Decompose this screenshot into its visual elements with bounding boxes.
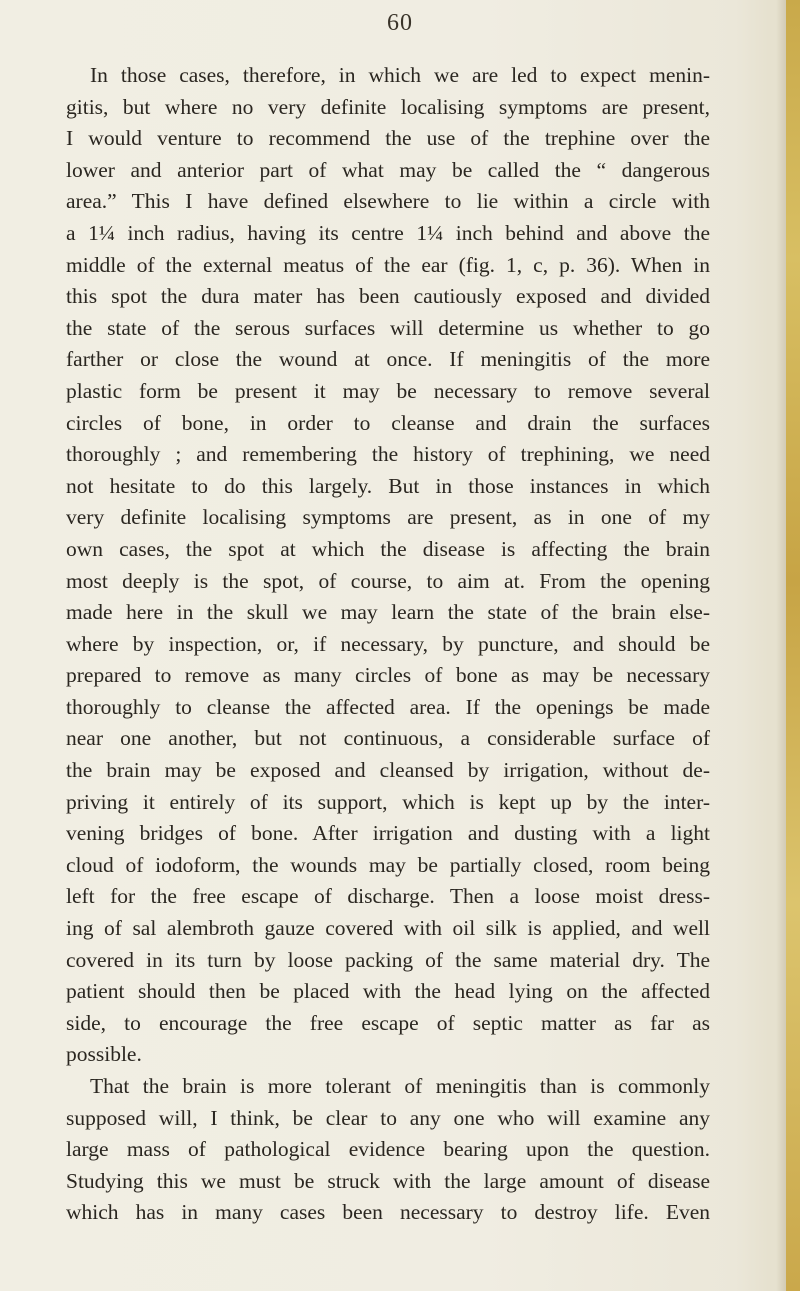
text-line: farther or close the wound at once. If meningitis of the more: [66, 347, 710, 372]
text-line: where by inspection, or, if necessary, by puncture, and should be: [66, 631, 710, 656]
text-line: thoroughly ; and remembering the history of trephining, we need: [66, 442, 710, 467]
text-line: near one another, but not continuous, a considerable surface of: [66, 726, 710, 751]
text-line: side, to encourage the free escape of septic matter as far as: [66, 1010, 710, 1035]
text-line: the brain may be exposed and cleansed by irrigation, without de-: [66, 758, 710, 783]
text-line: That the brain is more tolerant of meningitis than is commonly: [90, 1074, 710, 1098]
text-line: I would venture to recommend the use of the trephine over the: [66, 126, 710, 151]
text-line: a 1¼ inch radius, having its centre 1¼ inch behind and above the: [66, 220, 710, 245]
page-edge-strip: [786, 0, 800, 1291]
text-line: which has in many cases been necessary to destroy life. Even: [66, 1200, 710, 1225]
text-line: middle of the external meatus of the ear (fig. 1, c, p. 36). When in: [66, 252, 710, 277]
text-line: the state of the serous surfaces will determine us whether to go: [66, 315, 710, 340]
text-line: supposed will, I think, be clear to any one who will examine any: [66, 1105, 710, 1130]
text-line: area.” This I have defined elsewhere to lie within a circle with: [66, 189, 710, 214]
text-line: prepared to remove as many circles of bone as may be necessary: [66, 663, 710, 688]
text-line: In those cases, therefore, in which we are led to expect menin-: [90, 63, 710, 87]
text-line: thoroughly to cleanse the affected area. If the openings be made: [66, 694, 710, 719]
text-line: this spot the dura mater has been cautiously exposed and divided: [66, 284, 710, 309]
text-line: left for the free escape of discharge. Then a loose moist dress-: [66, 884, 710, 909]
page-number: 60: [387, 10, 413, 36]
text-line: possible.: [66, 1042, 142, 1067]
page-edge-shadow: [776, 0, 786, 1291]
text-line: patient should then be placed with the head lying on the affected: [66, 979, 710, 1004]
text-line: large mass of pathological evidence bearing upon the question.: [66, 1137, 710, 1162]
text-line: vening bridges of bone. After irrigation and dusting with a light: [66, 821, 710, 846]
text-line: circles of bone, in order to cleanse and drain the surfaces: [66, 410, 710, 435]
text-line: very definite localising symptoms are present, as in one of my: [66, 505, 710, 530]
text-line: plastic form be present it may be necessary to remove several: [66, 378, 710, 403]
text-line: ing of sal alembroth gauze covered with oil silk is applied, and well: [66, 916, 710, 941]
text-line: gitis, but where no very definite localising symptoms are present,: [66, 94, 710, 119]
text-line: lower and anterior part of what may be called the “ dangerous: [66, 157, 710, 182]
text-line: Studying this we must be struck with the large amount of disease: [66, 1168, 710, 1193]
text-line: most deeply is the spot, of course, to aim at. From the opening: [66, 568, 710, 593]
text-line: own cases, the spot at which the disease is affecting the brain: [66, 536, 710, 561]
text-line: priving it entirely of its support, which is kept up by the inter-: [66, 789, 710, 814]
body-text: [66, 60, 710, 1229]
text-line: covered in its turn by loose packing of the same material dry. The: [66, 947, 710, 972]
text-line: cloud of iodoform, the wounds may be partially closed, room being: [66, 852, 710, 877]
text-line: made here in the skull we may learn the state of the brain else-: [66, 600, 710, 625]
text-line: not hesitate to do this largely. But in those instances in which: [66, 473, 710, 498]
